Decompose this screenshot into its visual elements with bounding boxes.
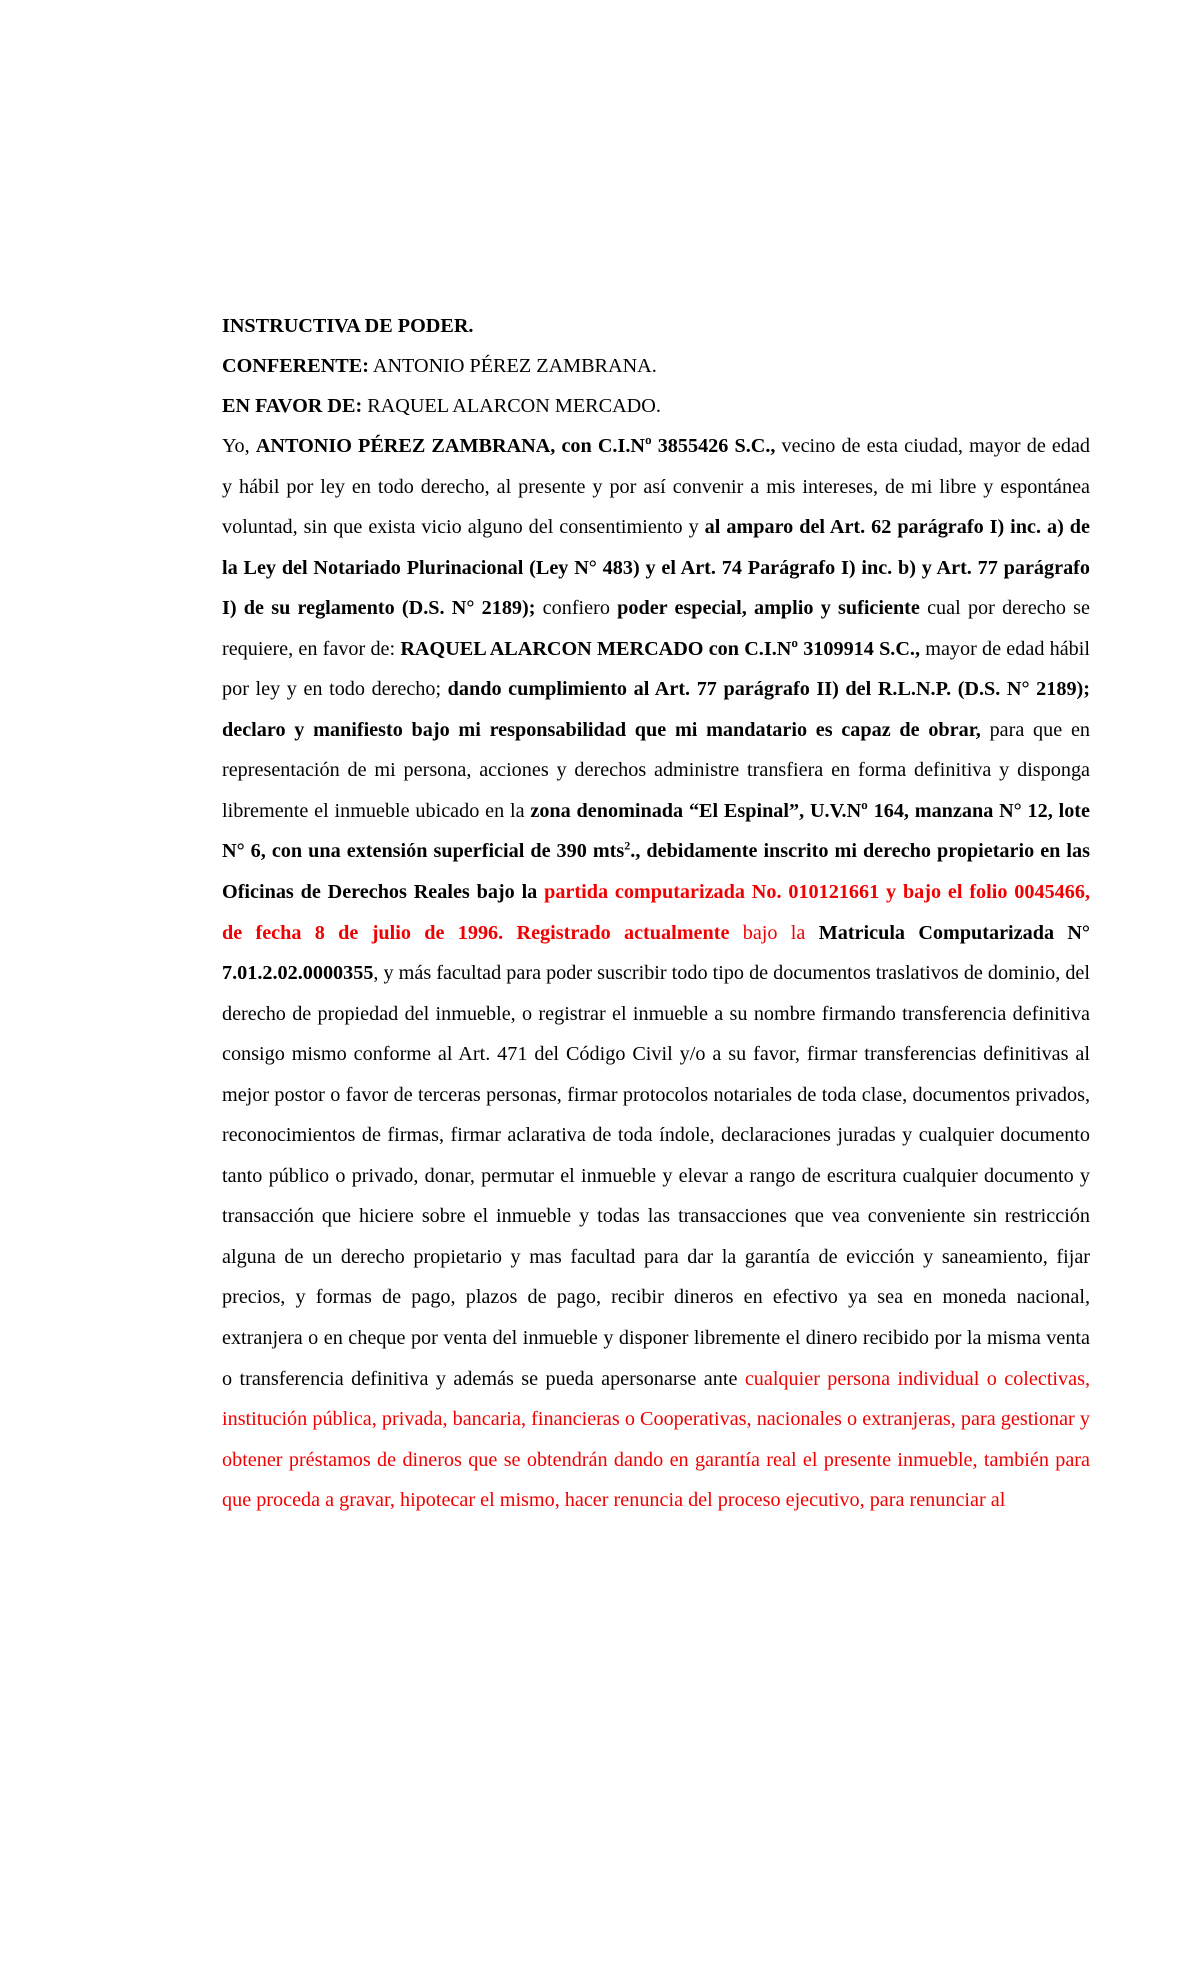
attorney-capacity: mayor de edad hábil por ley y en todo derecho; bbox=[222, 637, 1090, 701]
legal-basis: al amparo del Art. 62 parágrafo I) inc. a) de la Ley del Notariado Plurinacional (Ley N° 483) y el Art. 74 Parágrafo I) inc. b) y Art. 77 parágrafo I) de su reglamento (D.S. N° 2189); bbox=[222, 516, 1090, 620]
document-content bbox=[222, 306, 1090, 1521]
power-of-attorney-body bbox=[222, 426, 1090, 1521]
en-favor-de-value: RAQUEL ALARCON MERCADO. bbox=[362, 395, 661, 417]
registry-under-highlight: bajo la bbox=[729, 921, 819, 944]
powers-list: , y más facultad para poder suscribir todo tipo de documentos traslativos de dominio, del derecho de propiedad del inmueble, o registrar el inmueble a su nombre firmando transferencia definitiva consigo mismo conforme al Art. 471 del Código Civil y/o a su favor, firmar transferencias definitivas al mejor postor o favor de terceras personas, firmar protocolos notariales de toda clase, documentos privados, reconocimientos de firmas, firmar aclarativa de toda índole, declaraciones juradas y cualquier documento tanto público o privado, donar, permutar el inmueble y elevar a rango de escritura cualquier documento y transacción que hiciere sobre el inmueble y todas las transacciones que vea conveniente sin restricción alguna de un derecho propietario y mas facultad para dar la garantía de evicción y saneamiento, fijar precios, y formas de pago, plazos de pago, recibir dineros en efectivo ya sea en moneda nacional, extranjera o en cheque por venta del inmueble y disponer libremente el dinero recibido por la misma venta o transferencia definitiva y además se pueda apersonarse ante bbox=[222, 962, 1090, 1390]
body-opening: Yo, bbox=[222, 435, 256, 457]
conferente-line bbox=[222, 346, 1090, 386]
en-favor-de-label: EN FAVOR DE: bbox=[222, 395, 363, 417]
power-type: poder especial, amplio y suficiente bbox=[617, 597, 920, 620]
area-unit-superscript: 2 bbox=[624, 838, 631, 853]
en-favor-de-line bbox=[222, 386, 1090, 426]
confer-text: confiero bbox=[535, 597, 618, 620]
representation-text: para que en representación de mi persona, acciones y derechos administre transfiera en forma definitiva y disponga libremente el inmueble ubicado en la bbox=[222, 718, 1090, 822]
document-title: INSTRUCTIVA DE PODER. bbox=[222, 315, 474, 337]
compliance-declaration: dando cumplimiento al Art. 77 parágrafo II) del R.L.N.P. (D.S. N° 2189); declaro y manifiesto bajo mi responsabilidad que mi mandatario es capaz de obrar, bbox=[222, 678, 1090, 741]
property-location: zona denominada “El Espinal”, U.V.Nº 164, manzana N° 12, lote N° 6, con una extensión superficial de 390 mts bbox=[222, 799, 1090, 863]
registration-text: ., debidamente inscrito mi derecho propietario en las Oficinas de Derechos Reales bajo la bbox=[222, 840, 1090, 904]
registry-entry-highlight: partida computarizada No. 010121661 y bajo el folio 0045466, de fecha 8 de julio de 1996. Registrado actualmente bbox=[222, 881, 1090, 944]
registration-number: Matricula Computarizada N° 7.01.2.02.0000355 bbox=[222, 921, 1090, 985]
conferente-label: CONFERENTE: bbox=[222, 355, 369, 377]
in-favor-text: cual por derecho se requiere, en favor de: bbox=[222, 597, 1090, 660]
financial-powers-highlight: cualquier persona individual o colectivas, institución pública, privada, bancaria, financieras o Cooperativas, nacionales o extranjeras, para gestionar y obtener préstamos de dineros que se obtendrán dando en garantía real el presente inmueble, también para que proceda a gravar, hipotecar el mismo, hacer renuncia del proceso ejecutivo, para renunciar al bbox=[222, 1367, 1090, 1512]
grantor-declaration: vecino de esta ciudad, mayor de edad y hábil por ley en todo derecho, al presente y por así convenir a mis intereses, de mi libre y espontánea voluntad, sin que exista vicio alguno del consentimiento y bbox=[222, 435, 1091, 539]
conferente-value: ANTONIO PÉREZ ZAMBRANA. bbox=[368, 355, 657, 377]
grantor-identity: ANTONIO PÉREZ ZAMBRANA, con C.I.Nº 3855426 S.C., bbox=[255, 435, 776, 457]
attorney-identity: RAQUEL ALARCON MERCADO con C.I.Nº 3109914 S.C., bbox=[400, 637, 921, 660]
